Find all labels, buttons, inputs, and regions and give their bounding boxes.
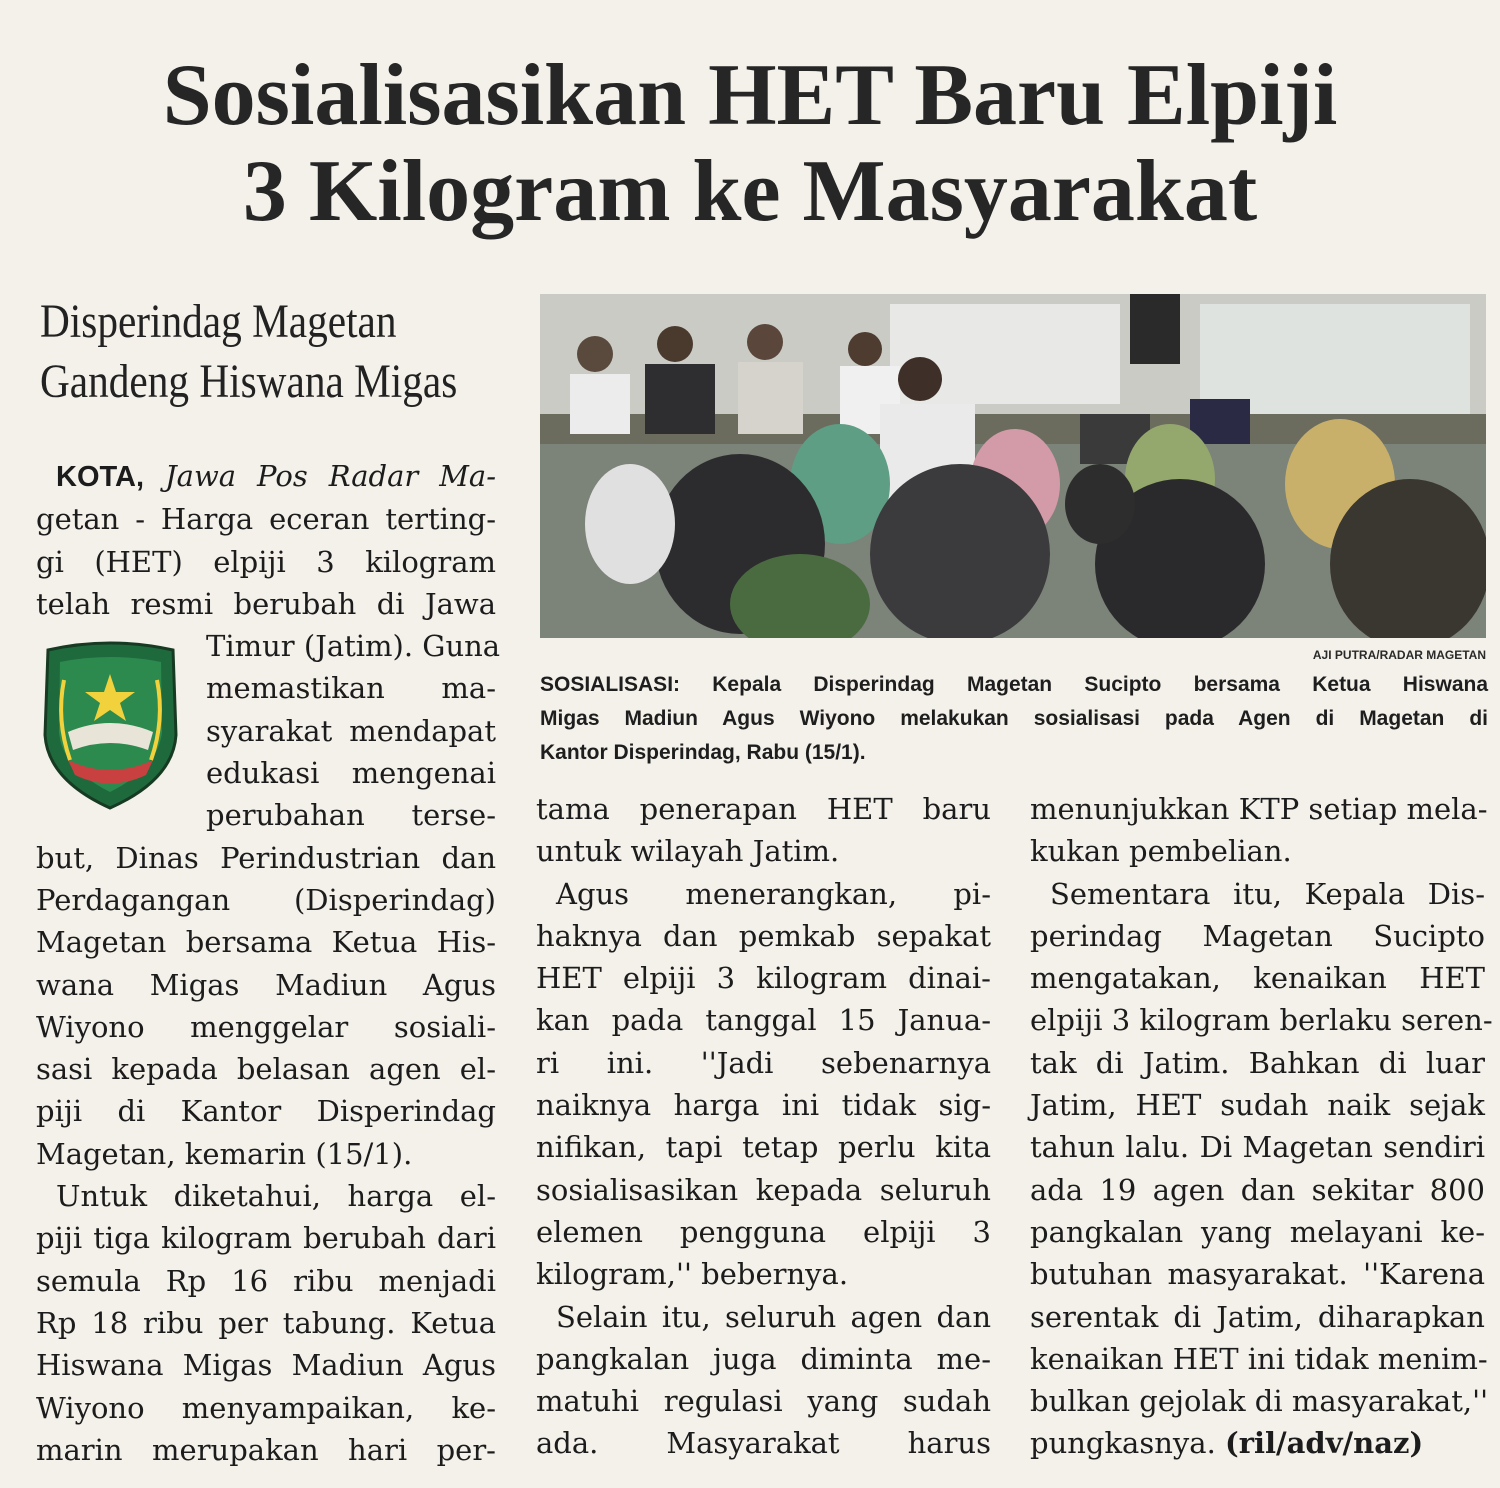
article-photo bbox=[540, 294, 1486, 638]
col3-line: tak di Jatim. Bahkan di luar bbox=[1030, 1045, 1485, 1080]
col3-line: kenaikan HET ini tidak menim- bbox=[1030, 1341, 1488, 1376]
caption-label: SOSIALISASI: bbox=[540, 673, 681, 696]
col3-line: serentak di Jatim, diharapkan bbox=[1030, 1299, 1485, 1334]
col1-line: edukasi mengenai bbox=[206, 756, 496, 791]
col1-line: telah resmi berubah di Jawa bbox=[36, 586, 496, 621]
col3-line: elpiji 3 kilogram berlaku seren- bbox=[1030, 1003, 1493, 1038]
col2-line: Selain itu, seluruh agen dan bbox=[556, 1299, 991, 1334]
col2-line: untuk wilayah Jatim. bbox=[536, 834, 840, 869]
headline-line-2: 3 Kilogram ke Masyarakat bbox=[242, 143, 1258, 240]
col1-line: piji tiga kilogram berubah dari bbox=[36, 1221, 496, 1256]
col2-line: pangkalan juga diminta me- bbox=[536, 1341, 991, 1376]
col1-line: Untuk diketahui, harga el- bbox=[56, 1179, 496, 1214]
caption-text-1: Kepala Disperindag Magetan Sucipto bersama Ketua Hiswana bbox=[680, 673, 1488, 696]
col1-line: Wiyono menyampaikan, ke- bbox=[36, 1390, 496, 1425]
col1-line: wana Migas Madiun Agus bbox=[36, 967, 496, 1002]
col1-line: Rp 18 ribu per tabung. Ketua bbox=[36, 1305, 496, 1340]
col3-line: menunjukkan KTP setiap mela- bbox=[1030, 792, 1488, 826]
col3-line: butuhan masyarakat. ''Karena bbox=[1030, 1257, 1485, 1292]
col2-line: tama penerapan HET baru bbox=[536, 792, 991, 826]
subheadline-line-2: Gandeng Hiswana Migas bbox=[40, 355, 458, 408]
col3-line: perindag Magetan Sucipto bbox=[1030, 918, 1485, 953]
col1-line: syarakat mendapat bbox=[206, 713, 496, 748]
col1-line: memastikan ma- bbox=[206, 671, 496, 706]
dateline: Jawa Pos Radar Ma- bbox=[144, 459, 496, 493]
meeting-photo-illustration bbox=[540, 294, 1486, 638]
col3-line: Jatim, HET sudah naik sejak bbox=[1030, 1088, 1485, 1123]
col2-line: sosialisasikan kepada seluruh bbox=[536, 1172, 991, 1207]
col1-line: Magetan, kemarin (15/1). bbox=[36, 1136, 413, 1171]
col1-line: piji di Kantor Disperindag bbox=[36, 1094, 496, 1129]
col1-line: Hiswana Migas Madiun Agus bbox=[36, 1348, 496, 1383]
col3-line: pangkalan yang melayani ke- bbox=[1030, 1214, 1485, 1249]
article-column-3 bbox=[1030, 788, 1493, 1465]
headline bbox=[0, 48, 1500, 240]
col1-line: getan - Harga eceran terting- bbox=[36, 502, 496, 537]
col2-line: naiknya harga ini tidak sig- bbox=[536, 1088, 991, 1123]
col3-line: kukan pembelian. bbox=[1030, 834, 1292, 869]
caption-line-2: Migas Madiun Agus Wiyono melakukan sosialisasi pada Agen di Magetan di bbox=[540, 707, 1488, 730]
col1-line: Magetan bersama Ketua His- bbox=[36, 925, 496, 960]
col2-line: Agus menerangkan, pi- bbox=[556, 876, 991, 911]
kicker: KOTA, bbox=[56, 461, 145, 493]
col1-line: sasi kepada belasan agen el- bbox=[36, 1052, 496, 1087]
col1-line: but, Dinas Perindustrian dan bbox=[36, 840, 496, 875]
article-column-1 bbox=[36, 455, 501, 1471]
article-lead-line bbox=[36, 455, 496, 498]
col1-line: Timur (Jatim). Guna bbox=[206, 629, 501, 664]
col3-line: ada 19 agen dan sekitar 800 bbox=[1030, 1172, 1485, 1207]
col2-line: nifikan, tapi tetap perlu kita bbox=[536, 1130, 991, 1165]
col3-closing-text: pungkasnya. bbox=[1030, 1426, 1226, 1461]
col1-line: gi (HET) elpiji 3 kilogram bbox=[36, 544, 496, 579]
col3-line: bulkan gejolak di masyarakat,'' bbox=[1030, 1384, 1489, 1419]
subheadline bbox=[40, 292, 458, 412]
photo-credit: AJI PUTRA/RADAR MAGETAN bbox=[1312, 648, 1486, 662]
caption-line-3: Kantor Disperindag, Rabu (15/1). bbox=[540, 741, 866, 764]
col2-line: elemen pengguna elpiji 3 bbox=[536, 1214, 991, 1249]
col2-line: ada. Masyarakat harus bbox=[536, 1426, 991, 1461]
col3-line: Sementara itu, Kepala Dis- bbox=[1050, 876, 1485, 911]
col1-line: perubahan terse- bbox=[206, 798, 496, 833]
col2-line: HET elpiji 3 kilogram dinai- bbox=[536, 961, 991, 996]
author-signature: (ril/adv/naz) bbox=[1225, 1426, 1424, 1461]
col1-line: marin merupakan hari per- bbox=[36, 1432, 496, 1467]
col1-line: semula Rp 16 ribu menjadi bbox=[36, 1263, 496, 1298]
col3-last-line bbox=[1030, 1422, 1485, 1464]
col1-line: Wiyono menggelar sosiali- bbox=[36, 1009, 496, 1044]
photo-caption bbox=[540, 668, 1488, 770]
caption-line-1 bbox=[540, 668, 1488, 702]
subheadline-line-1: Disperindag Magetan bbox=[40, 295, 397, 348]
col3-line: mengatakan, kenaikan HET bbox=[1030, 961, 1485, 996]
col2-line: kan pada tanggal 15 Janua- bbox=[536, 1003, 991, 1038]
col3-line: tahun lalu. Di Magetan sendiri bbox=[1030, 1130, 1485, 1165]
col2-line: matuhi regulasi yang sudah bbox=[536, 1384, 991, 1419]
col2-line: haknya dan pemkab sepakat bbox=[536, 918, 991, 953]
article-column-2 bbox=[536, 788, 991, 1465]
col2-line: kilogram,'' bebernya. bbox=[536, 1257, 849, 1292]
col1-line: Perdagangan (Disperindag) bbox=[36, 882, 496, 917]
headline-line-1: Sosialisasikan HET Baru Elpiji bbox=[162, 47, 1338, 144]
col2-line: ri ini. ''Jadi sebenarnya bbox=[536, 1045, 991, 1080]
